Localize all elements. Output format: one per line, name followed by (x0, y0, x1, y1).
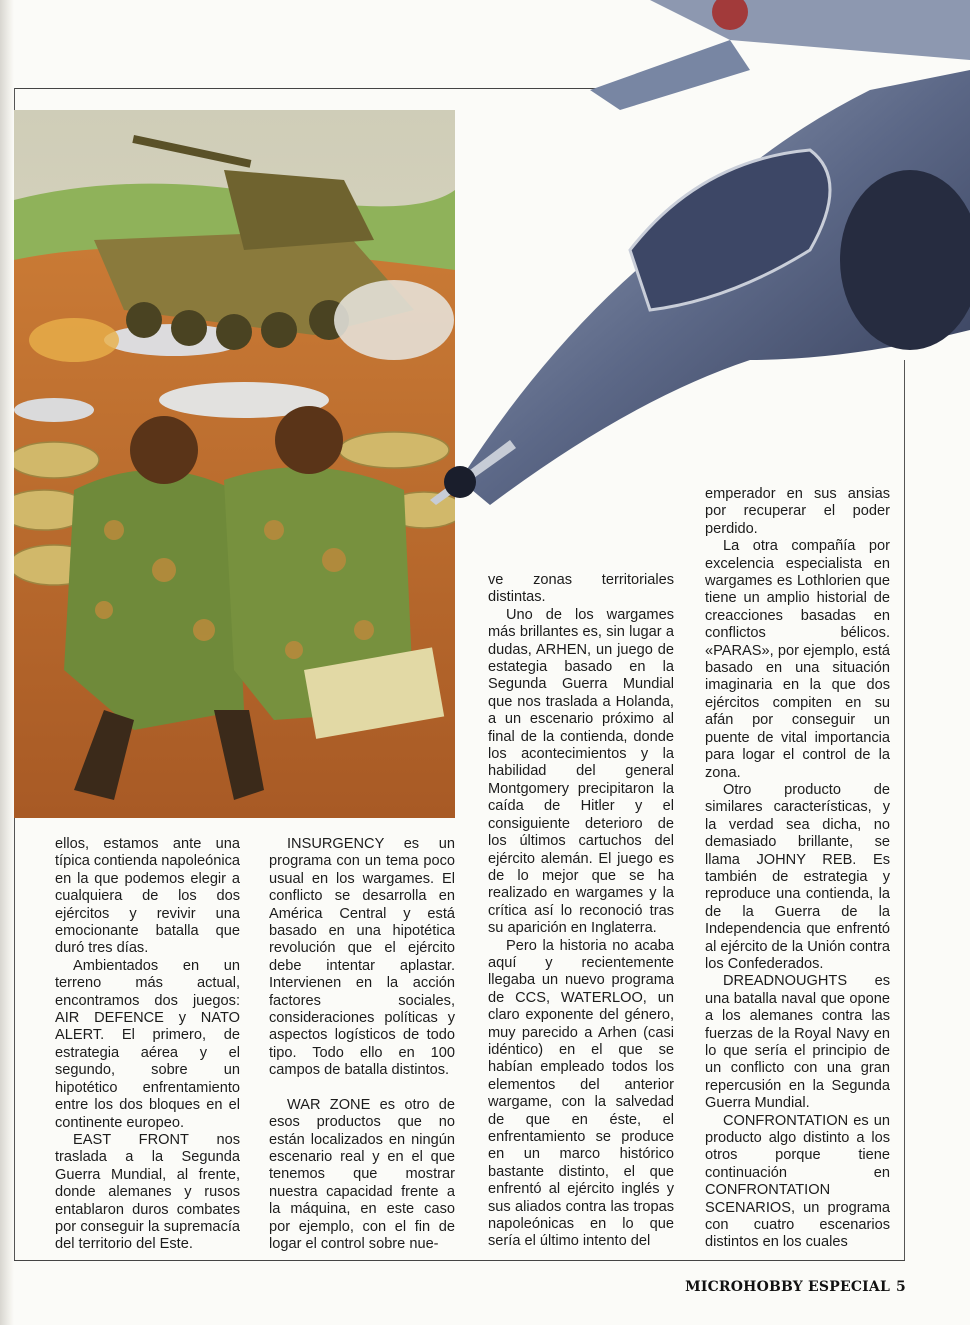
paragraph: La otra compañía por excelencia especialista en wargames es Lothlorien que tiene un amplio historial de creacciones basadas en conflictos bélicos. «PARAS», por ejemplo, está basado en una situación imaginaria en la que dos ejércitos compiten en su afán por conseguir un puente de vital importancia para logar el control de la zona. (705, 538, 890, 781)
article-column-1 (55, 836, 240, 1254)
page-number: 5 (896, 1279, 906, 1295)
paragraph: ve zonas territoriales distintas. (488, 572, 674, 606)
paragraph: emperador en sus ansias por recuperar el poder perdido. (705, 486, 890, 537)
page-spine-shadow (0, 0, 14, 1325)
paragraph: ellos, estamos ante una típica contienda napoleónica en la que podemos elegir a cualquiera de los dos ejércitos y revivir una emocionante batalla que duró tres días. (55, 836, 240, 957)
page-footer (685, 1279, 906, 1295)
paragraph: INSURGENCY es un programa con un tema poco usual en los wargames. El conflicto se desarrolla en América Central y está basado en una hipotética revolución que el ejército debe intentar aplastar. Intervienen en la acción factores sociales, consideraciones políticas y aspectos logísticos de todo tipo. Todo ello en 100 campos de batalla distintos. (269, 836, 455, 1079)
paragraph: DREADNOUGHTS es una batalla naval que opone a los alemanes contra las fuerzas de la Royal Navy en lo que sería el principio de un conflicto con una gran repercusión en la Segunda Guerra Mundial. (705, 973, 890, 1112)
harrier-jet-illustration (430, 0, 970, 505)
article-column-3 (488, 572, 674, 1251)
article-column-4 (705, 486, 890, 1252)
paragraph: Uno de los wargames más brillantes es, sin lugar a dudas, ARHEN, un juego de estategia basado en la Segunda Guerra Mundial que nos traslada a Holanda, a un escenario próximo al final de la contienda, donde los acontecimientos y la habilidad del general Montgomery precipitaron la caída de Hitler y el consiguiente deterioro de los últimos cartuchos del ejército alemán. El juego es de lo mejor que se ha realizado en wargames y la crítica así lo reconoció tras su aparición en Inglaterra. (488, 606, 674, 937)
tank-and-soldiers-illustration (14, 110, 455, 818)
paragraph: Otro producto de similares características, y la verdad sea dicha, no demasiado brillante, se llama JOHNY REB. Es también de estrategia y reproduce una contienda, la de la Guerra de la Independencia que enfrentó al ejército de la Unión contra los Confederados. (705, 781, 890, 972)
article-column-2 (269, 836, 455, 1253)
magazine-name: MICROHOBBY ESPECIAL (685, 1279, 891, 1295)
paragraph: EAST FRONT nos traslada a la Segunda Guerra Mundial, al frente, donde alemanes y rusos entablaron duros combates por conseguir la supremacía del territorio del Este. (55, 1131, 240, 1253)
paragraph: Ambientados en un terreno más actual, encontramos dos juegos: AIR DEFENCE y NATO ALERT. El primero, de estrategia aérea y el segundo, sobre un hipotético enfrentamiento entre los dos bloques en el continente europeo. (55, 957, 240, 1131)
paragraph: WAR ZONE es otro de esos productos que no están localizados en ningún escenario real y en el que tenemos que mostrar nuestra capacidad frente a la máquina, en este caso por ejemplo, con el fin de logar el control sobre nue- (269, 1096, 455, 1252)
paragraph: CONFRONTATION es un producto algo distinto a los otros porque tiene continuación en CONFRONTATION SCENARIOS, un programa con cuatro escenarios distintos en los cuales (705, 1112, 890, 1251)
frame-rule-bottom (14, 1260, 905, 1261)
paragraph: Pero la historia no acaba aquí y recientemente llegaba un nuevo programa de CCS, WATERLOO, un claro exponente del género, muy parecido a Arhen (casi idéntico) en el que se habían empleado todos los elementos del anterior wargame, con la salvedad de que en éste, el enfrentamiento se produce en un marco histórico bastante distinto, el que enfrentó al ejército inglés y sus aliados contra las tropas napoleónicas en lo que sería el último intento del (488, 937, 674, 1250)
